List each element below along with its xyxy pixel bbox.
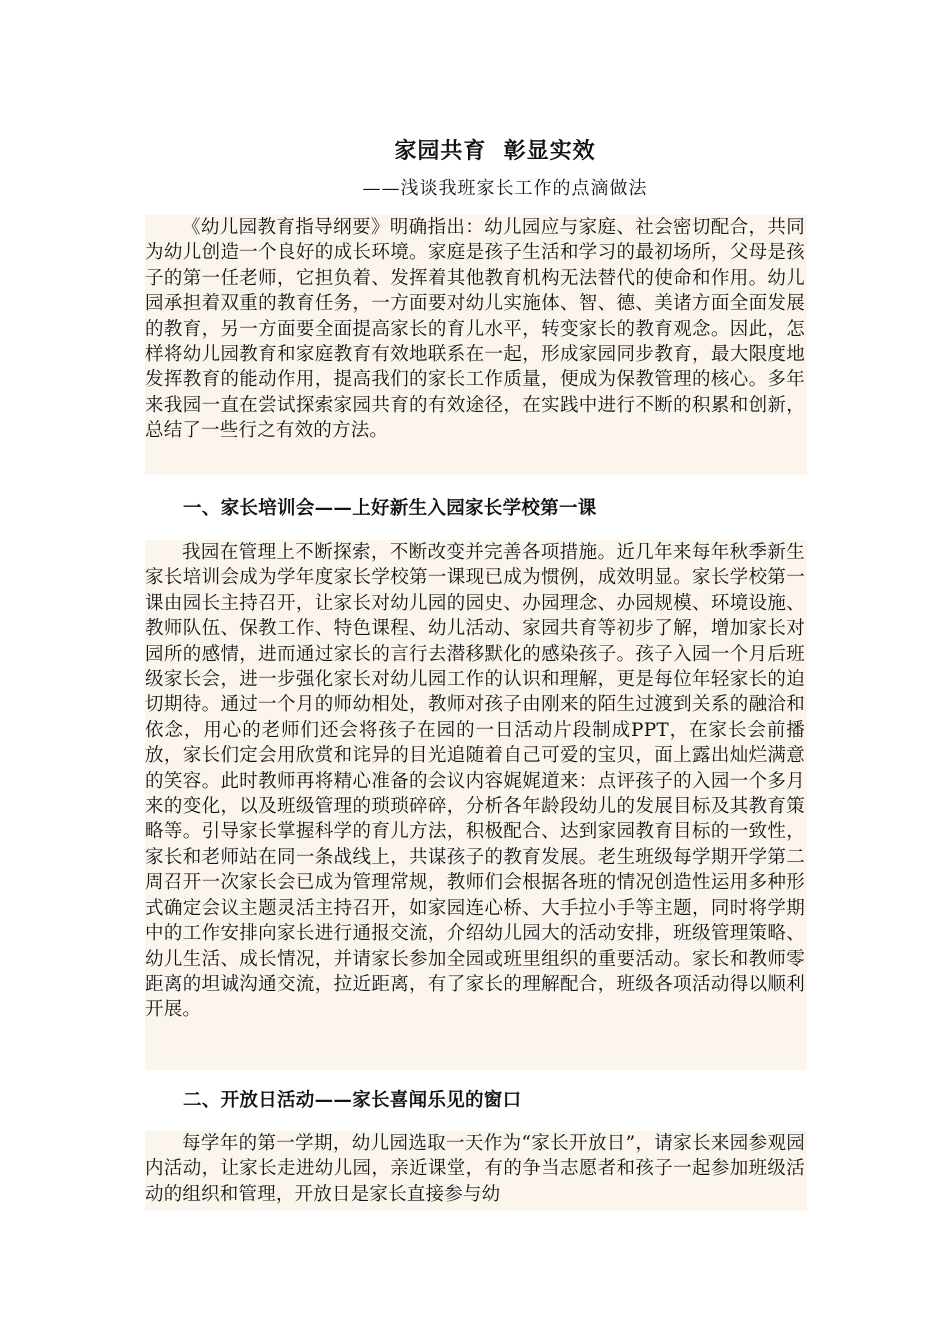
section-2-heading: 二、开放日活动——家长喜闻乐见的窗口: [183, 1090, 522, 1111]
intro-block: [145, 215, 807, 475]
section-2-paragraph: 每学年的第一学期，幼儿园选取一天作为“家长开放日”，请家长来园参观园内活动，让家长走进幼儿园，亲近课堂，有的争当志愿者和孩子一起参加班级活动的组织和管理，开放日是家长直接参与幼: [145, 1133, 805, 1205]
document-title: 家园共育 彰显实效: [394, 138, 596, 164]
section-1-heading: 一、家长培训会——上好新生入园家长学校第一课: [183, 498, 597, 519]
section-2-block: [145, 1131, 807, 1211]
section-1-block: [145, 540, 807, 1070]
document-subtitle: ——浅谈我班家长工作的点滴做法: [362, 178, 648, 199]
section-1-paragraph: 我园在管理上不断探索，不断改变并完善各项措施。近几年来每年秋季新生家长培训会成为学年度家长学校第一课现已成为惯例，成效明显。家长学校第一课由园长主持召开，让家长对幼儿园的园史、办园理念、办园规模、环境设施、教师队伍、保教工作、特色课程、幼儿活动、家园共育等初步了解，增加家长对园所的感情，进而通过家长的言行去潜移默化的感染孩子。孩子入园一个月后班级家长会，进一步强化家长对幼儿园工作的认识和理解，更是每位年轻家长的迫切期待。通过一个月的师幼相处，教师对孩子由刚来的陌生过渡到关系的融洽和依念，用心的老师们还会将孩子在园的一日活动片段制成PPT，在家长会前播放，家长们定会用欣赏和诧异的目光追随着自己可爱的宝贝，面上露出灿烂满意的笑容。此时教师再将精心准备的会议内容娓娓道来：点评孩子的入园一个多月来的变化，以及班级管理的琐琐碎碎，分析各年龄段幼儿的发展目标及其教育策略等。引导家长掌握科学的育儿方法，积极配合、达到家园教育目标的一致性，家长和老师站在同一条战线上，共谋孩子的教育发展。老生班级每学期开学第二周召开一次家长会已成为管理常规，教师们会根据各班的情况创造性运用多种形式确定会议主题灵活主持召开，如家园连心桥、大手拉小手等主题，同时将学期中的工作安排向家长进行通报交流，介绍幼儿园大的活动安排，班级管理策略、幼儿生活、成长情况，并请家长参加全园或班里组织的重要活动。家长和教师零距离的坦诚沟通交流，拉近距离，有了家长的理解配合，班级各项活动得以顺利开展。: [145, 542, 805, 1021]
intro-paragraph: 《幼儿园教育指导纲要》明确指出：幼儿园应与家庭、社会密切配合，共同为幼儿创造一个良好的成长环境。家庭是孩子生活和学习的最初场所，父母是孩子的第一任老师，它担负着、发挥着其他教育机构无法替代的使命和作用。幼儿园承担着双重的教育任务，一方面要对幼儿实施体、智、德、美诸方面全面发展的教育，另一方面要全面提高家长的育儿水平，转变家长的教育观念。因此，怎样将幼儿园教育和家庭教育有效地联系在一起，形成家园同步教育，最大限度地发挥教育的能动作用，提高我们的家长工作质量，便成为保教管理的核心。多年来我园一直在尝试探索家园共育的有效途径，在实践中进行不断的积累和创新，总结了一些行之有效的方法。: [145, 217, 805, 442]
